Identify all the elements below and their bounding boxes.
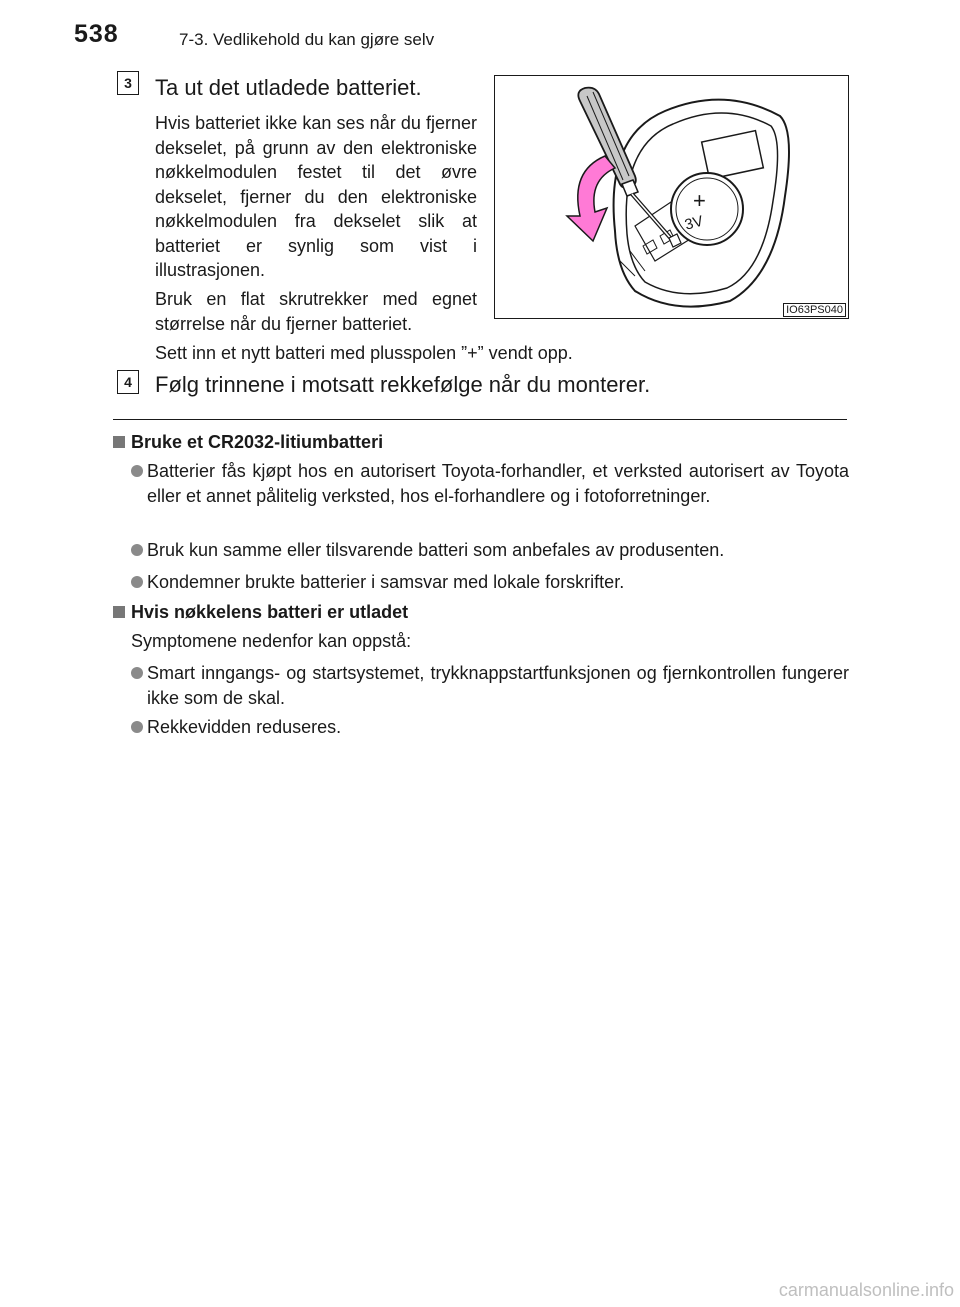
- step-4-heading: Følg trinnene i motsatt rekkefølge når du monterer.: [155, 372, 651, 397]
- list-item-text: Kondemner brukte batterier i samsvar med lokale forskrifter.: [147, 572, 625, 592]
- battery-coin: [671, 173, 743, 245]
- list-item: [131, 459, 849, 509]
- note-heading-text: Bruke et CR2032-litiumbatteri: [131, 432, 384, 452]
- list-item-text: Bruk kun samme eller tilsvarende batteri som anbefales av produsenten.: [147, 540, 725, 560]
- step-3-paragraph-3: Sett inn et nytt batteri med plusspolen ”+” vendt opp.: [155, 343, 573, 363]
- footer-watermark: carmanualsonline.info: [778, 1280, 954, 1300]
- round-bullet-icon: [131, 721, 143, 733]
- list-item-text: Smart inngangs- og startsystemet, trykknappstartfunksjonen og fjernkontrollen fungerer ikke som de skal.: [147, 663, 849, 708]
- key-battery-drawing: [495, 76, 848, 318]
- step-3-badge: 3: [117, 71, 139, 95]
- rotation-arrow-icon: [567, 156, 615, 241]
- round-bullet-icon: [131, 576, 143, 588]
- battery-removal-illustration: [494, 75, 849, 319]
- square-bullet-icon: [113, 606, 125, 618]
- step-3-paragraph-1: Hvis batteriet ikke kan ses når du fjerner dekselet, på grunn av den elektroniske nøkkelmodulen festet til det øvre dekselet, fjerner du den elektroniske nøkkelmodulen fra dekselet slik at batteriet er synlig som vist i illustrasjonen.: [155, 113, 477, 280]
- list-item-text: Batterier fås kjøpt hos en autorisert Toyota-forhandler, et verksted autorisert av Toyota eller et annet pålitelig verksted, hos el-forhandlere og i fotoforretninger.: [147, 461, 849, 506]
- section-title: 7-3. Vedlikehold du kan gjøre selv: [179, 30, 435, 49]
- list-item: [131, 715, 849, 740]
- battery-plus-label: +: [693, 188, 706, 213]
- note-intro: Symptomene nedenfor kan oppstå:: [131, 631, 412, 651]
- figure-code: IO63PS040: [783, 303, 846, 317]
- list-item-text: Rekkevidden reduseres.: [147, 717, 342, 737]
- note-heading-battery-discharged: [113, 602, 408, 623]
- step-3-heading: Ta ut det utladede batteriet.: [155, 75, 422, 100]
- round-bullet-icon: [131, 667, 143, 679]
- round-bullet-icon: [131, 544, 143, 556]
- square-bullet-icon: [113, 436, 125, 448]
- page-number: 538: [74, 20, 119, 48]
- list-item: [131, 661, 849, 711]
- step-3-paragraph-2: Bruk en flat skrutrekker med egnet størrelse når du fjerner batteriet.: [155, 289, 477, 334]
- list-item: [131, 570, 849, 595]
- battery-voltage-label: 3V: [682, 212, 706, 234]
- note-heading-battery-type: [113, 432, 383, 453]
- section-divider: [113, 419, 847, 420]
- step-4-badge: 4: [117, 370, 139, 394]
- list-item: [131, 538, 849, 563]
- note-heading-text: Hvis nøkkelens batteri er utladet: [131, 602, 409, 622]
- round-bullet-icon: [131, 465, 143, 477]
